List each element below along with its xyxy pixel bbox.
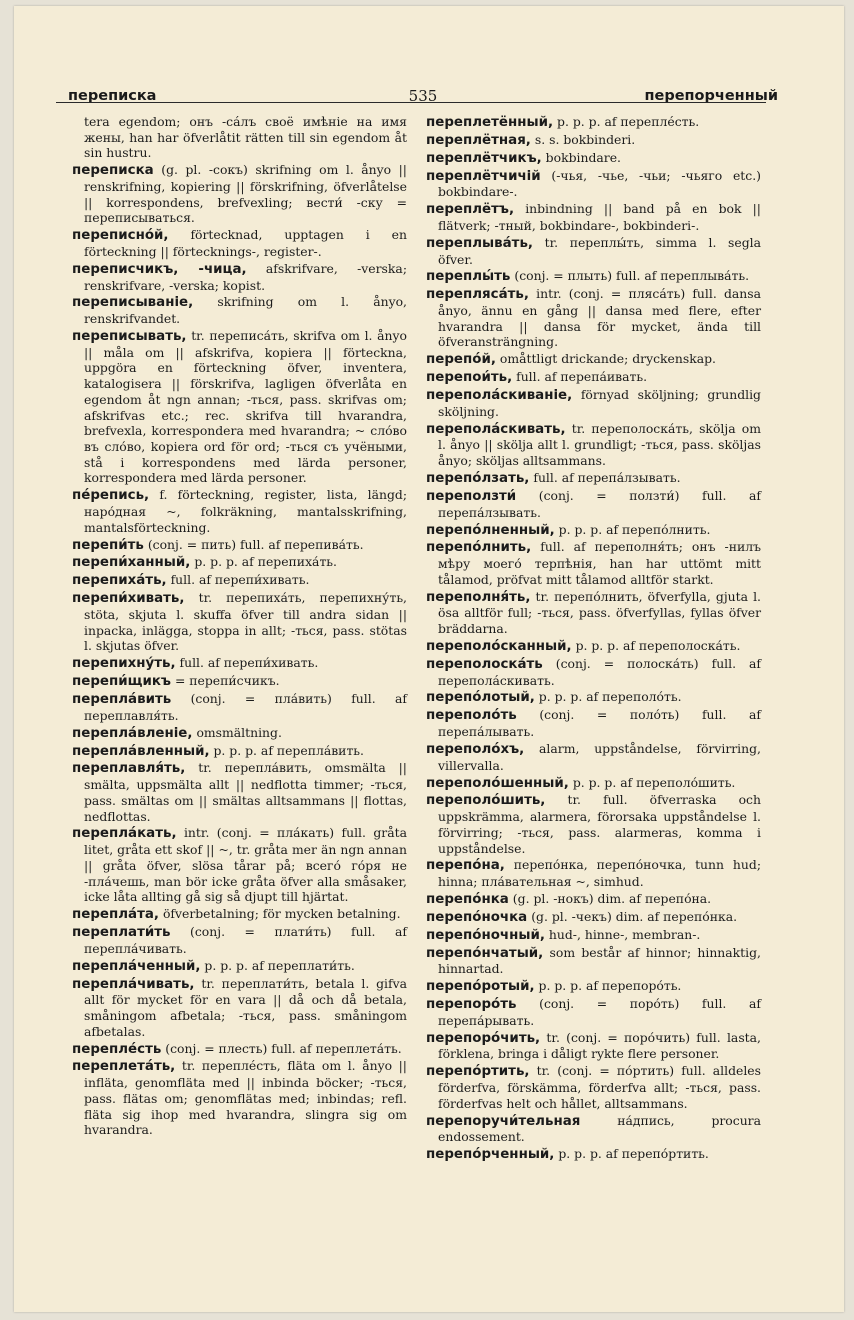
entry-definition: f. förteckning, register, lista, längd; наро́дная ~, folkräkning, mantalsskrifning, mantalsförteckning.: [84, 487, 407, 535]
entry-definition: alarm, uppståndelse, förvirring, villervalla.: [438, 740, 761, 773]
entry-definition: (conj. = плыть) full. af переплыва́ть.: [514, 268, 750, 284]
entry-headword: перепóй,: [426, 352, 496, 368]
entry-definition: förnyad sköljning; grundlig sköljning.: [438, 387, 761, 419]
dictionary-entry: [426, 132, 761, 149]
entry-headword: перепóлотый,: [426, 690, 535, 706]
dictionary-entry: [426, 927, 761, 944]
dictionary-entry: [426, 978, 761, 995]
right-column: [426, 114, 761, 1164]
dictionary-entry: [426, 1146, 761, 1163]
entry-definition: tr. full. öfverraska och uppskrämma, alarmera, förorsaka uppståndelse l. förvirring; -ться, pass. alarmeras, komma i uppståndelse.: [438, 792, 761, 856]
entry-headword: переполáскиваніе,: [426, 388, 573, 404]
entry-headword: перепла́та,: [72, 907, 159, 923]
entry-definition: p. p. p. af перепо́лнить.: [558, 521, 711, 537]
dictionary-entry: [72, 743, 407, 760]
entry-headword: перепорóчить,: [426, 1030, 541, 1046]
entry-definition: (g. pl. -сокъ) skrifning om l. ånyo || renskrifning, kopiering || förskrifning, öfverlåtelse || korrespondens, brefvexling; вести́ -ску = переписываться.: [84, 162, 407, 226]
dictionary-entry: [426, 235, 761, 267]
entry-definition: inbindning || band på en bok || flätverk; -тный, bokbindare-, bokbinderi-.: [438, 201, 761, 233]
entry-definition: p. p. p. af переполо́ть.: [538, 689, 682, 705]
entry-headword: переплётъ,: [426, 202, 515, 218]
dictionary-entry: [72, 1041, 407, 1058]
dictionary-entry: [426, 201, 761, 233]
entry-headword: переплавля́ть,: [72, 761, 186, 777]
dictionary-entry: [72, 725, 407, 742]
dictionary-entry: [426, 638, 761, 655]
entry-definition: на́дпись, procura endossement.: [438, 1112, 761, 1145]
entry-definition: (conj. = пить) full. af перепива́ть.: [147, 536, 364, 552]
dictionary-entry: [72, 572, 407, 589]
entry-definition: full. af переполня́ть; онъ -нилъ мѣру моего́ терпѣнія, han har uttömt mitt tålamod, pröfvat mitt tålamod alltför starkt.: [438, 539, 761, 587]
entry-headword: перепóнчатый,: [426, 945, 544, 961]
entry-headword: переползти́: [426, 488, 517, 504]
entry-headword: переплéсть: [72, 1041, 162, 1057]
entry-definition: p. p. p. af перепоро́ть.: [538, 978, 682, 994]
entry-headword: перепи́ханный,: [72, 555, 191, 571]
entry-headword: переплётчикъ,: [426, 150, 542, 166]
entry-definition: (conj. = пла́вить) full. af переплавля́ть.: [84, 691, 407, 723]
entry-definition: hud-, hinne-, membran-.: [548, 926, 701, 942]
entry-headword: переполоскáть: [426, 656, 543, 672]
entry-headword: перепóночный,: [426, 927, 545, 943]
entry-definition: tr. (conj. = по́ртить) full. alldeles förderfva, förskämma, förderfva allt; -ться, pass. förderfvas helt och hållet, alltsammans.: [438, 1063, 761, 1111]
entry-definition: tera egendom; онъ -сáлъ своё имѣніе на имя жены, han har öfverlåtit rätten till sin egendom åt sin hustru.: [84, 114, 407, 161]
entry-headword: переплясáть,: [426, 287, 529, 303]
entry-definition: skrifning om l. ånyo, renskrifvandet.: [84, 294, 407, 327]
entry-headword: перепла́кать,: [72, 826, 177, 842]
entry-headword: перепла́вленіе,: [72, 725, 193, 741]
entry-definition: som består af hinnor; hinnaktig, hinnartad.: [438, 944, 761, 977]
dictionary-entry: [426, 656, 761, 688]
entry-headword: переплати́ть: [72, 925, 171, 941]
page-header: [66, 84, 780, 108]
entry-definition: = перепи́счикъ.: [174, 673, 280, 689]
dictionary-entry: [426, 589, 761, 637]
entry-headword: перепорóть: [426, 997, 517, 1013]
entry-headword: переписчикъ, -чица,: [72, 261, 247, 277]
dictionary-entry: [72, 328, 407, 486]
dictionary-entry: [426, 539, 761, 587]
entry-definition: (-чья, -чье, -чьи; -чьяго etc.) bokbindare-.: [438, 167, 761, 200]
entry-definition: перепо́нка, перепо́ночка, tunn hud; hinna; пла́вательная ~, simhud.: [438, 857, 761, 890]
dictionary-entry: [72, 537, 407, 554]
dictionary-entry: [426, 488, 761, 520]
entry-headword: перепла́ченный,: [72, 958, 201, 974]
entry-headword: перепла́чивать,: [72, 976, 195, 992]
entry-headword: пéрепись,: [72, 488, 150, 504]
entry-headword: переполня́ть,: [426, 589, 531, 605]
entry-headword: перепла́вленный,: [72, 743, 210, 759]
dictionary-entry: [72, 227, 407, 259]
dictionary-entry: [426, 689, 761, 706]
entry-headword: переплывáть,: [426, 235, 533, 251]
dictionary-entry: [426, 470, 761, 487]
entry-definition: öfverbetalning; för mycken betalning.: [162, 906, 401, 922]
entry-headword: переплётная,: [426, 132, 531, 148]
entry-definition: tr. переполоска́ть, skölja om l. ånyo || skölja allt l. grundligt; -ться, pass. sköljas ånyo; sköljas alltsammans.: [438, 420, 761, 469]
entry-headword: переполáскивать,: [426, 421, 566, 437]
entry-headword: перепóнка: [426, 892, 509, 908]
dictionary-entry: [426, 351, 761, 368]
entry-headword: перепоручи́тельная: [426, 1113, 581, 1129]
entry-headword: переписка: [72, 163, 154, 179]
entry-headword: переполóть: [426, 708, 517, 724]
header-rule: [56, 102, 766, 103]
entry-headword: переполóхъ,: [426, 741, 525, 757]
dictionary-entry: [426, 792, 761, 856]
entry-definition: omåttligt drickande; dryckenskap.: [499, 351, 716, 367]
entry-definition: tr. переплéсть, fläta om l. ånyo || infläta, genomfläta med || inbinda böcker; -ться, pass. flätas om; genomflätas med; inbindas; refl. fläta sig ihop med hvarandra, slingra sig om hvarandra.: [84, 1058, 407, 1138]
dictionary-entry: [426, 168, 761, 200]
entry-headword: перепóртить,: [426, 1064, 530, 1080]
dictionary-entry: [72, 162, 407, 226]
entry-definition: tr. переплати́ть, betala l. gifva allt för mycket för en vara || då och då betala, småningom afbetala; -ться, pass. småningom afbetalas.: [84, 975, 407, 1039]
entry-definition: förtecknad, upptagen i en förteckning || förtecknings-, register-.: [84, 227, 407, 259]
entry-definition: (g. pl. -нокъ) dim. af перепо́на.: [512, 891, 712, 907]
entry-headword: перепóна,: [426, 858, 505, 874]
entry-definition: intr. (conj. = плясáть) full. dansa ånyo, ännu en gång || dansa med flere, efter hvarandra || dansa för mycket, ända till öfveransträngning.: [438, 286, 761, 350]
dictionary-entry: [426, 775, 761, 792]
dictionary-entry: [426, 945, 761, 977]
entry-headword: переплетённый,: [426, 115, 554, 130]
entry-headword: переполóшить,: [426, 793, 546, 809]
entry-definition: (conj. = поло́ть) full. af перепа́лывать.: [438, 707, 761, 740]
dictionary-entry: [426, 1030, 761, 1062]
dictionary-entry: [426, 387, 761, 419]
dictionary-entry: [72, 825, 407, 905]
entry-definition: full. af перепа́лзывать.: [533, 470, 681, 486]
dictionary-entry: [426, 1113, 761, 1145]
entry-headword: перепои́ть,: [426, 370, 513, 386]
entry-definition: p. p. p. af переплати́ть.: [204, 957, 355, 973]
entry-definition: tr. переплы́ть, simma l. segla öfver.: [438, 234, 761, 267]
entry-headword: переписнóй,: [72, 228, 169, 244]
dictionary-entry: [426, 421, 761, 469]
dictionary-entry: [426, 707, 761, 739]
entry-definition: (conj. = плати́ть) full. af перепла́чивать.: [84, 924, 407, 956]
entry-definition: tr. переписа́ть, skrifva om l. ånyo || måla om || afskrifva, kopiera || förteckna, uppgöra en förteckning öfver, inventera, katalogisera || förskrifva, lagligen öfverlåta en egendom åt ngn annan; -ться, pass. skrifvas om; afskrifvas etc.; rec. skrifva till hvarandra, brefvexla, korrespondera med hvarandra; ~ сло́во въ сло́во, kopiera ord för ord; -ться съ учёными, stå i korrespondens med lärda personer, korrespondera med lärda personer.: [84, 328, 407, 486]
left-running-head: переписка: [68, 88, 157, 104]
entry-headword: перепи́ть: [72, 537, 144, 553]
left-column: [72, 114, 407, 1139]
entry-headword: перепи́щикъ: [72, 674, 171, 690]
entry-definition: (conj. = ползти́) full. af перепа́лзывать.: [438, 487, 761, 520]
dictionary-entry: [426, 369, 761, 386]
entry-definition: (conj. = поро́ть) full. af перепа́рывать.: [438, 996, 761, 1028]
entry-definition: omsmältning.: [196, 724, 282, 740]
entry-headword: перепóлненный,: [426, 522, 555, 538]
entry-definition: (g. pl. -чекъ) dim. af перепо́нка.: [531, 908, 738, 924]
entry-definition: tr. перепла́вить, omsmälta || smälta, uppsmälta allt || nedflotta timmer; -ться, pass. smältas om || smältas alltsammans || flottas, nedflottas.: [84, 760, 407, 824]
dictionary-entry: [426, 286, 761, 350]
dictionary-entry: [72, 590, 407, 654]
entry-definition: p. p. p. af перепо́ртить.: [558, 1146, 709, 1162]
entry-headword: перепóлзать,: [426, 471, 530, 487]
entry-definition: p. p. p. af переполоска́ть.: [575, 637, 741, 653]
entry-headword: переполóсканный,: [426, 638, 572, 654]
entry-definition: full. af перепи́хивать.: [170, 572, 310, 588]
entry-definition: afskrifvare, -verska; renskrifvare, -verska; kopist.: [84, 260, 407, 293]
entry-definition: full. af перепи́хивать.: [179, 655, 319, 671]
entry-headword: переплётчичій: [426, 168, 541, 184]
entry-definition: s. s. bokbinderi.: [534, 131, 636, 147]
entry-headword: перепóлнить,: [426, 540, 532, 556]
dictionary-entry: [426, 1063, 761, 1111]
dictionary-entry: [72, 655, 407, 672]
entry-definition: p. p. p. af перепла́вить.: [213, 742, 364, 758]
dictionary-entry: [426, 114, 761, 131]
entry-headword: переписываніе,: [72, 295, 194, 311]
entry-definition: full. af перепа́ивать.: [516, 369, 648, 385]
page-number: 535: [408, 87, 438, 105]
dictionary-entry: [72, 487, 407, 535]
entry-definition: tr. перепо́лнить, öfverfylla, gjuta l. ösa alltför full; -ться, pass. öfverfyllas, fyllas öfver bräddarna.: [438, 588, 761, 637]
entry-definition: p. p. p. af переполо́шить.: [572, 774, 736, 790]
dictionary-entry: [72, 691, 407, 723]
dictionary-entry: [426, 891, 761, 908]
dictionary-entry: [72, 261, 407, 293]
entry-definition: (conj. = полоска́ть) full. af переполáскивать.: [438, 655, 761, 688]
dictionary-entry: [426, 150, 761, 167]
entry-headword: перепóротый,: [426, 979, 535, 995]
entry-headword: перепла́вить: [72, 692, 172, 708]
dictionary-entry: [426, 996, 761, 1028]
entry-headword: перепóночка: [426, 909, 528, 925]
dictionary-entry: [72, 760, 407, 824]
entry-headword: перепóрченный,: [426, 1147, 555, 1163]
entry-headword: перепи́хивать,: [72, 591, 185, 607]
entry-headword: переплетáть,: [72, 1059, 176, 1075]
dictionary-entry: [426, 522, 761, 539]
dictionary-entry: [426, 909, 761, 926]
entry-definition: p. p. p. af перепиха́ть.: [194, 554, 337, 570]
dictionary-entry: [72, 114, 407, 161]
dictionary-entry: [72, 673, 407, 690]
dictionary-entry: [72, 976, 407, 1040]
entry-definition: bokbindare.: [545, 149, 621, 165]
entry-headword: переписывать,: [72, 329, 187, 345]
entry-definition: tr. перепиха́ть, перепихну́ть, stöta, skjuta l. skuffa öfver till andra sidan || inpacka, inlägga, stoppa in allt; -ться, pass. stötas l. skjutas öfver.: [84, 590, 407, 654]
dictionary-entry: [72, 554, 407, 571]
dictionary-entry: [72, 906, 407, 923]
dictionary-entry: [426, 857, 761, 889]
entry-headword: переполóшенный,: [426, 775, 569, 791]
entry-headword: перепихáть,: [72, 573, 167, 589]
entry-headword: перепихнýть,: [72, 656, 176, 672]
dictionary-entry: [72, 924, 407, 956]
entry-definition: p. p. p. af переплéсть.: [557, 114, 700, 129]
entry-definition: tr. (conj. = поро́чить) full. lasta, förklena, bringa i dåligt rykte flere personer.: [438, 1029, 761, 1062]
dictionary-entry: [72, 294, 407, 326]
right-running-head: перепорченный: [644, 88, 778, 104]
entry-definition: (conj. = плесть) full. af переплета́ть.: [165, 1040, 402, 1056]
entry-headword: переплы́ть: [426, 269, 511, 285]
dictionary-entry: [72, 1058, 407, 1138]
dictionary-entry: [426, 741, 761, 773]
entry-definition: intr. (conj. = пла́кать) full. gråta litet, gråta ett skof || ~, tr. gråta mer än ngn annan || gråta öfver, slösa tårar på; всего́ го́ря не -пла́чешь, man bör icke gråta öfver alla småsaker, icke låta allting gå sig så djupt till hjärtat.: [84, 825, 407, 905]
dictionary-entry: [72, 958, 407, 975]
dictionary-entry: [426, 268, 761, 285]
